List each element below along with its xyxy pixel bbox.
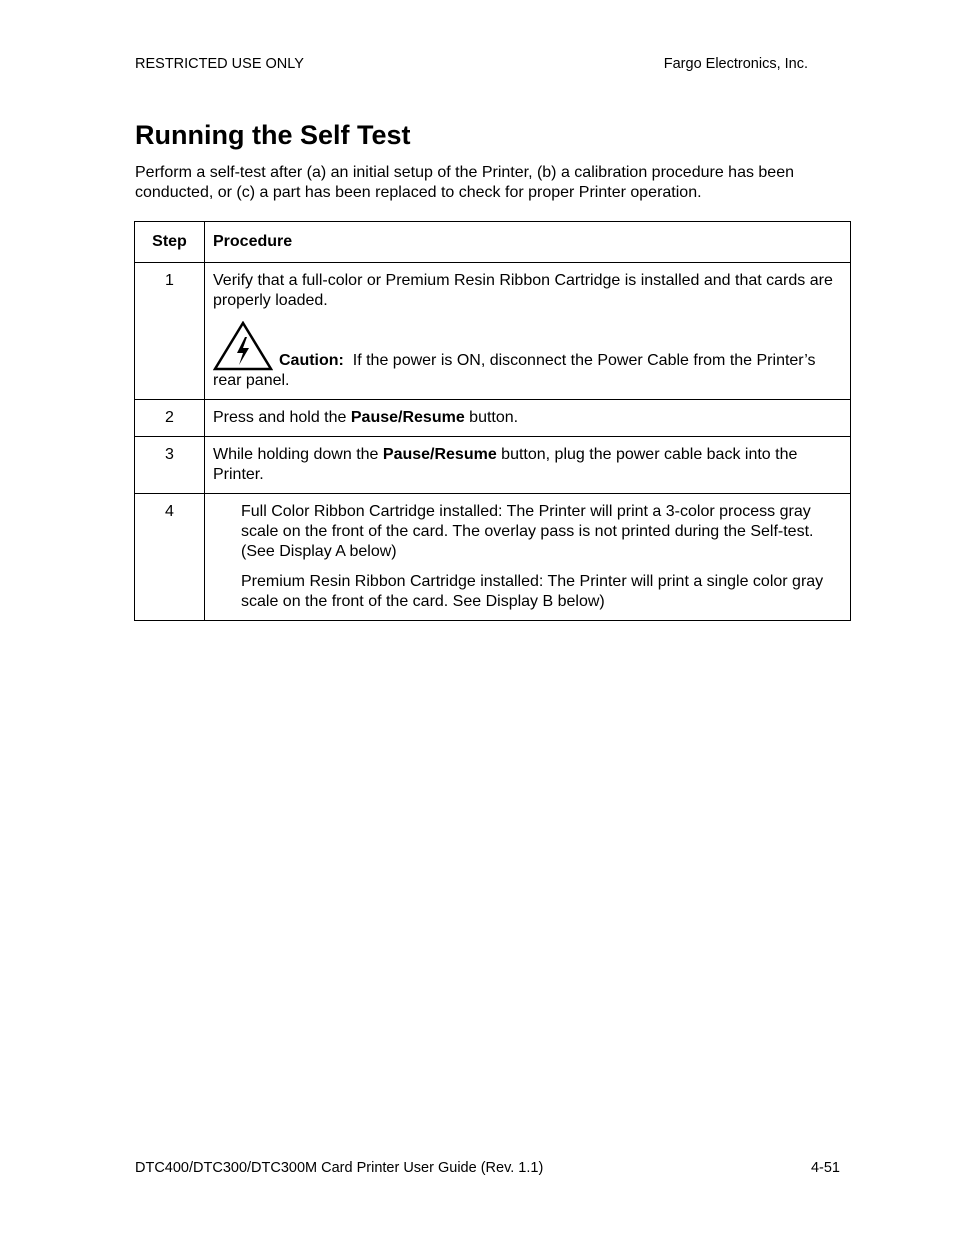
step-number: 2 [135,400,205,437]
pause-resume-button-name: Pause/Resume [382,446,497,463]
premium-resin-result-text: Premium Resin Ribbon Cartridge installed: The Printer will print a single color gray scale on the front of the card. See Display B below) [241,573,824,610]
step-column-header: Step [135,222,205,263]
procedure-text: Verify that a full-color or Premium Resin Ribbon Cartridge is installed and that cards are properly loaded. [213,272,833,309]
procedure-text-pre: Press and hold the [213,409,351,426]
footer-left: DTC400/DTC300/DTC300M Card Printer User Guide (Rev. 1.1) [135,1160,544,1176]
procedure-cell [205,437,851,494]
table-row [135,494,851,621]
electrical-hazard-warning-icon [213,321,273,371]
step-number: 4 [135,494,205,621]
procedure-cell [205,263,851,400]
table-row [135,263,851,400]
page-number: 4-51 [810,1160,840,1176]
step-number: 1 [135,263,205,400]
procedure-cell [205,400,851,437]
procedure-table [134,221,851,621]
table-row [135,400,851,437]
header-left: RESTRICTED USE ONLY [135,56,304,72]
procedure-text-pre: While holding down the [213,446,383,463]
table-header-row [135,222,851,263]
procedure-column-header: Procedure [205,222,851,263]
step-number: 3 [135,437,205,494]
intro-paragraph: Perform a self-test after (a) an initial setup of the Printer, (b) a calibration procedure has been conducted, or (c) a part has been replaced to check for proper Printer operation. [135,164,794,201]
caution-text: If the power is ON, disconnect the Power Cable from the Printer’s rear panel. [213,352,816,389]
caution-note [213,321,842,391]
full-color-result-text: Full Color Ribbon Cartridge installed: The Printer will print a 3-color process gray scale on the front of the card. The overlay pass is not printed during the Self-test. (See Display A below) [241,503,814,560]
pause-resume-button-name: Pause/Resume [350,409,465,426]
procedure-text-post: button, plug the power cable back into the Printer. [213,446,798,483]
procedure-text-post: button. [464,409,519,426]
procedure-cell [205,494,851,621]
page-title: Running the Self Test [135,120,411,150]
table-row [135,437,851,494]
header-right: Fargo Electronics, Inc. [663,56,808,72]
caution-label: Caution: [279,352,344,369]
